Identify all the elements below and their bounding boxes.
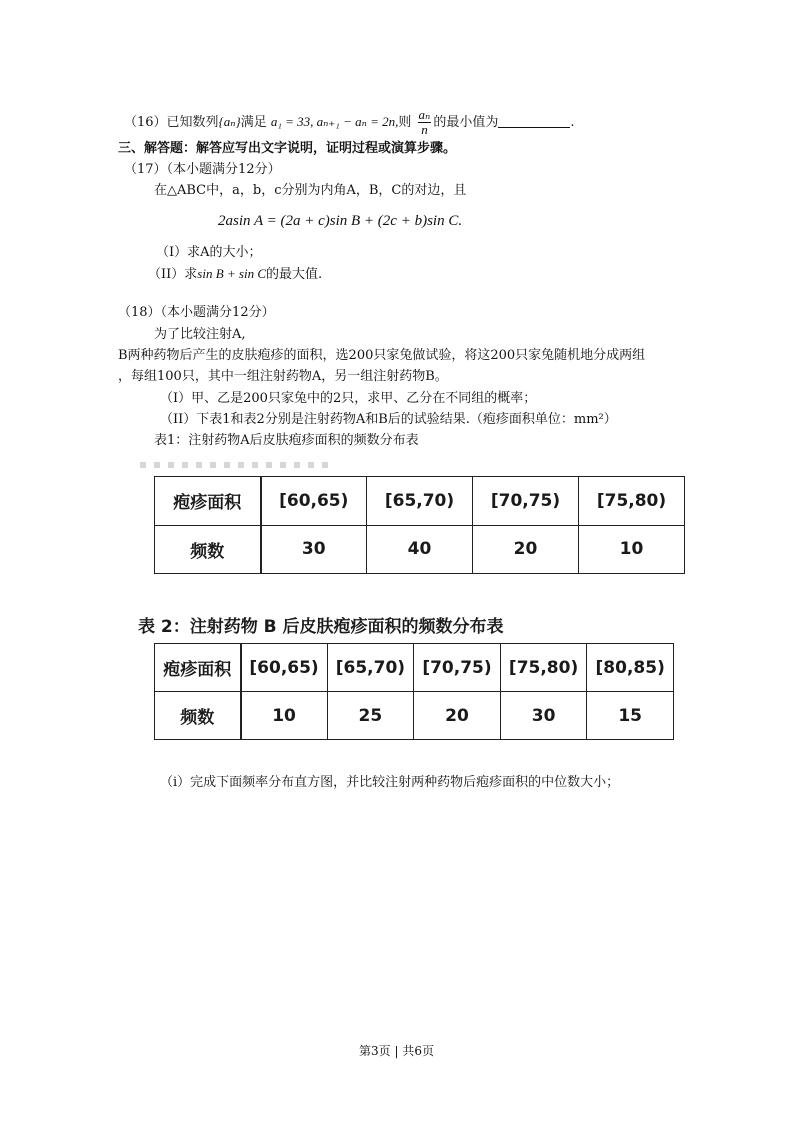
q17-equation: 2asin A = (2a + c)sin B + (2c + b)sin C. [218,213,463,229]
q16-prefix: （16）已知数列 [124,115,219,130]
q16-sequence: {aₙ} [218,114,241,129]
q16-cond-label: 满足 [240,115,267,130]
table1-freq-label: 频数 [155,525,261,574]
q18-line3: ，每组100只，其中一组注射药物A，另一组注射药物B。 [118,369,448,384]
q16-end: . [570,115,575,130]
table2-interval: [65,70) [327,644,414,692]
table2-count: 20 [414,692,501,740]
table2-count: 25 [327,692,414,740]
table1 [154,476,685,574]
table1-row-label: 疱疹面积 [155,477,261,526]
q16-line [124,108,574,137]
table1-interval: [75,80) [579,477,685,526]
q16-answer-blank [498,115,570,128]
q16-condition: a₁ = 33, aₙ₊₁ − aₙ = 2n, [270,114,399,129]
page-footer: 第3页 | 共6页 [359,1044,434,1058]
q18-line1: 为了比较注射A, [154,327,246,342]
q16-frac-num: aₙ [418,107,431,122]
q18-part2: （II）下表1和表2分别是注射药物A和B后的试验结果.（疱疹面积单位：mm²） [160,412,617,427]
q16-fraction [418,108,432,137]
q17-intro: 在△ABC中，a，b，c分别为内角A，B，C的对边，且 [154,183,467,198]
scan-artifact [140,462,330,468]
table1-interval: [65,70) [367,477,473,526]
q17-part2 [148,265,322,284]
section3-heading: 三、解答题：解答应写出文字说明，证明过程或演算步骤。 [118,141,457,156]
table1-interval: [60,65) [261,477,367,526]
q17-part2-prefix: （II）求 [148,267,198,282]
table1-interval: [70,75) [473,477,579,526]
q18-header: （18）（本小题满分12分） [118,305,275,320]
table1-count: 20 [473,525,579,574]
table2-row-label: 疱疹面积 [155,644,241,692]
q18-sub-i: （i）完成下面频率分布直方图，并比较注射两种药物后疱疹面积的中位数大小； [160,775,620,790]
table2-count: 15 [587,692,674,740]
q16-frac-den: n [421,122,428,137]
table2-row-freq [155,692,674,740]
table2-row-area [155,644,674,692]
table1-row-freq [155,525,685,574]
table2-interval: [70,75) [414,644,501,692]
table1-count: 40 [367,525,473,574]
q16-then: 则 [398,115,412,130]
table2-interval: [80,85) [587,644,674,692]
q17-part2-suffix: 的最大值. [266,267,323,282]
table2 [154,643,674,740]
table2-caption: 表 2：注射药物 B 后皮肤疱疹面积的频数分布表 [138,617,504,637]
table2-count: 10 [241,692,328,740]
q17-part1: （I）求A的大小； [156,245,262,260]
q18-line2: B两种药物后产生的皮肤疱疹的面积，选200只家兔做试验，将这200只家兔随机地分成两组 [118,348,646,363]
q17-header: （17）（本小题满分12分） [124,162,281,177]
q16-suffix: 的最小值为 [433,115,499,130]
table1-count: 30 [261,525,367,574]
table2-count: 30 [500,692,587,740]
table2-interval: [60,65) [241,644,328,692]
table1-row-area [155,477,685,526]
table2-interval: [75,80) [500,644,587,692]
table1-count: 10 [579,525,685,574]
table1-caption: 表1：注射药物A后皮肤疱疹面积的频数分布表 [154,433,419,448]
q18-part1: （I）甲、乙是200只家兔中的2只，求甲、乙分在不同组的概率； [160,391,537,406]
q17-part2-expr: sin B + sin C [197,266,267,281]
table2-freq-label: 频数 [155,692,241,740]
